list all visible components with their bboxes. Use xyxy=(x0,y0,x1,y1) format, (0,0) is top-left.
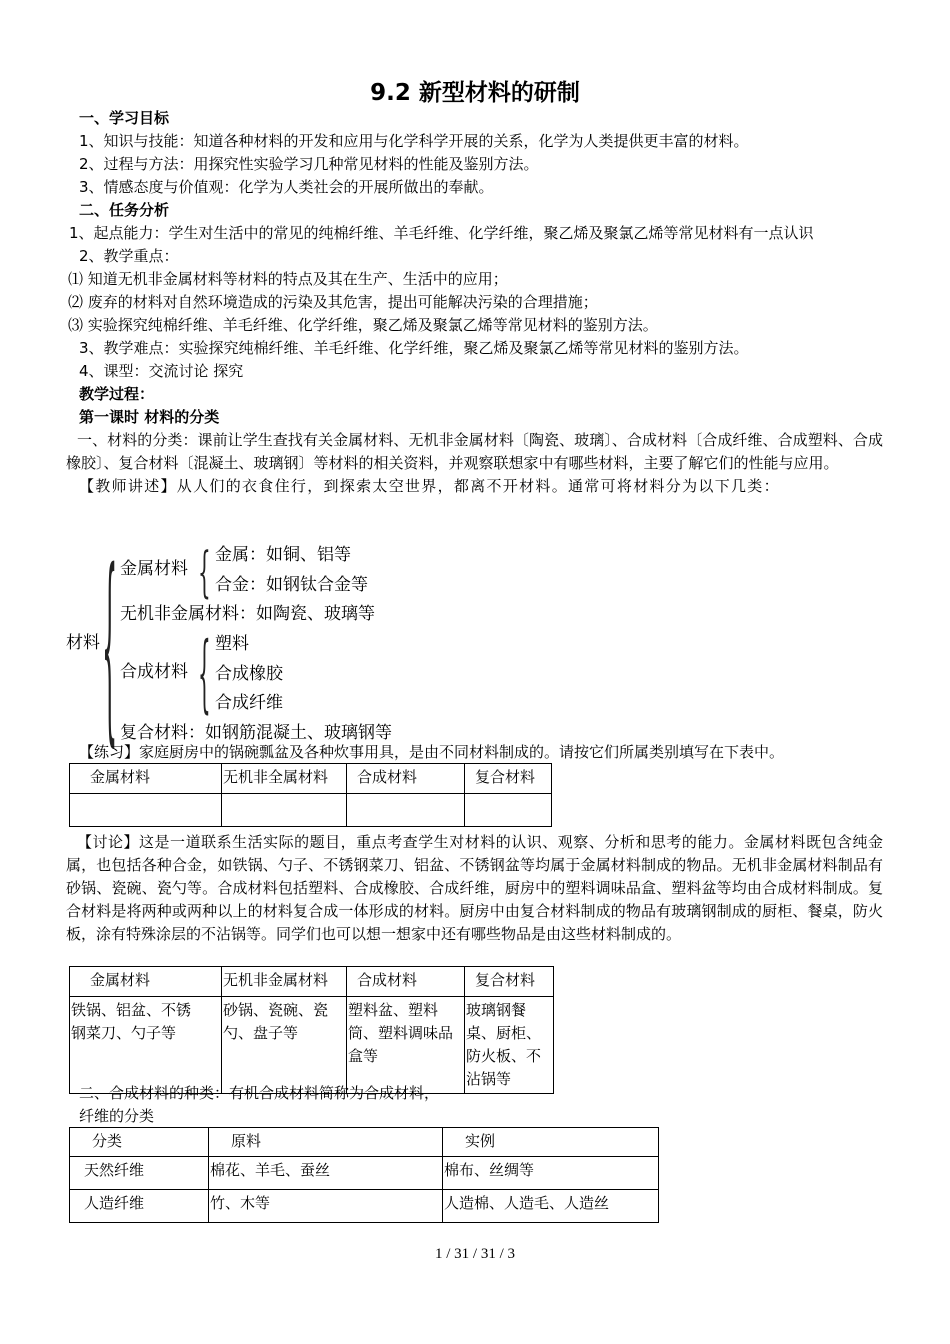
answer-cell[interactable] xyxy=(70,794,222,827)
synthetic-section xyxy=(68,1082,883,1128)
synthetic-heading: 二、合成材料的种类：有机合成材料简称为合成材料， xyxy=(79,1084,440,1102)
diagram-syn-b: 合成橡胶 xyxy=(215,664,283,684)
table-header: 复合材料 xyxy=(465,764,552,794)
table-header: 无机非金属材料 xyxy=(222,967,347,997)
table-header: 无机非全属材料 xyxy=(222,764,347,794)
table-header: 实例 xyxy=(443,1128,659,1157)
diagram-composite: 复合材料：如钢筋混凝土、玻璃钢等 xyxy=(120,723,392,743)
objective-item: 2、过程与方法：用探究性实验学习几种常见材料的性能及鉴别方法。 xyxy=(79,155,539,173)
fiber-table xyxy=(69,1127,659,1223)
diagram-syn-c: 合成纤维 xyxy=(215,693,283,713)
answer-cell[interactable] xyxy=(222,794,347,827)
objective-item: 1、知识与技能：知道各种材料的开发和应用与化学科学开展的关系，化学为人类提供更丰富的材料。 xyxy=(79,132,749,150)
page-number: 1 / 31 / 31 / 3 xyxy=(434,1246,515,1262)
teacher-talk: 【教师讲述】从人们的衣食住行，到探索太空世界，都离不开材料。通常可将材料分为以下几类： xyxy=(79,477,780,495)
discussion-text: 【讨论】这是一道联系生活实际的题目，重点考查学生对材料的认识、观察、分析和思考的能力。金属材料既包含纯金属，也包括各种合金，如铁锅、勺子、不锈钢菜刀、铝盆、不锈钢盆等均属于金属材料制成的物品。无机非金属材料制品有砂锅、瓷碗、瓷勺等。合成材料包括塑料、合成橡胶、合成纤维，厨房中的塑料调味品盒、塑料盆等均由合成材料制成。复合材料是将两种或两种以上的材料复合成一体形成的材料。厨房中由复合材料制成的物品有玻璃钢制成的厨柜、餐桌，防火板，涂有特殊涂层的不沾锅等。同学们也可以想一想家中还有哪些物品是由这些材料制成的。 xyxy=(66,833,883,943)
table-cell: 棉花、羊毛、蚕丝 xyxy=(209,1157,443,1190)
discussion xyxy=(68,831,883,946)
table-cell: 人造棉、人造毛、人造丝 xyxy=(443,1190,659,1223)
analysis-item: 2、教学重点： xyxy=(79,247,179,265)
table-cell: 竹、木等 xyxy=(209,1190,443,1223)
table-header: 原料 xyxy=(209,1128,443,1157)
table-header: 金属材料 xyxy=(70,764,222,794)
analysis-item: 4、课型：交流讨论 探究 xyxy=(79,362,244,380)
diagram-syn-a: 塑料 xyxy=(215,634,249,654)
analysis-heading: 二、任务分析 xyxy=(79,201,170,219)
diagram-metal-b: 合金：如钢钛合金等 xyxy=(215,575,368,595)
table-cell: 塑料盆、塑料筒、塑料调味品盒等 xyxy=(347,997,465,1094)
fiber-heading: 纤维的分类 xyxy=(79,1107,155,1125)
answer-cell[interactable] xyxy=(465,794,552,827)
analysis-item: 3、教学难点：实验探究纯棉纤维、羊毛纤维、化学纤维，聚乙烯及聚氯乙烯等常见材料的鉴别方法。 xyxy=(79,339,749,357)
process-heading: 教学过程： xyxy=(79,385,155,403)
key-point: ⑵ 废弃的材料对自然环境造成的污染及其危害，提出可能解决污染的合理措施； xyxy=(68,293,598,311)
table-cell: 砂锅、瓷碗、瓷勺、盘子等 xyxy=(222,997,347,1094)
objective-item: 3、情感态度与价值观：化学为人类社会的开展所做出的奉献。 xyxy=(79,178,494,196)
classification-intro: 一、材料的分类：课前让学生查找有关金属材料、无机非金属材料〔陶瓷、玻璃〕、合成材料〔合成纤维、合成塑料、合成橡胶〕、复合材料〔混凝土、玻璃钢〕等材料的相关资料，并观察联想家中有哪些材料，主要了解它们的性能与应用。 xyxy=(66,431,883,472)
lesson-heading: 第一课时 材料的分类 xyxy=(79,408,220,426)
key-point: ⑴ 知道无机非金属材料等材料的特点及其在生产、生活中的应用； xyxy=(68,270,508,288)
table-cell: 人造纤维 xyxy=(70,1190,209,1223)
brace-icon: { xyxy=(102,532,118,767)
page-title: 9.2 新型材料的研制 xyxy=(370,80,580,106)
diagram-metal-a: 金属：如铜、铝等 xyxy=(215,545,351,565)
table-header: 分类 xyxy=(70,1128,209,1157)
table-header: 金属材料 xyxy=(70,967,222,997)
intro-section xyxy=(68,107,883,498)
exercise-text: 【练习】家庭厨房中的锅碗瓢盆及各种炊事用具，是由不同材料制成的。请按它们所属类别填写在下表中。 xyxy=(79,743,785,761)
diagram-root: 材料 xyxy=(66,633,100,653)
table-cell: 天然纤维 xyxy=(70,1157,209,1190)
diagram-metal: 金属材料 xyxy=(120,559,188,579)
exercise-table xyxy=(69,763,552,827)
answer-table xyxy=(69,966,554,1094)
analysis-item: 1、起点能力：学生对生活中的常见的纯棉纤维、羊毛纤维、化学纤维，聚乙烯及聚氯乙烯等常见材料有一点认识 xyxy=(69,224,814,242)
key-point: ⑶ 实验探究纯棉纤维、羊毛纤维、化学纤维，聚乙烯及聚氯乙烯等常见材料的鉴别方法。 xyxy=(68,316,658,334)
table-header: 合成材料 xyxy=(347,967,465,997)
answer-cell[interactable] xyxy=(347,794,465,827)
diagram-synthetic: 合成材料 xyxy=(120,662,188,682)
table-cell: 铁锅、铝盆、不锈 钢菜刀、勺子等 xyxy=(70,997,222,1094)
brace-icon: { xyxy=(198,542,211,605)
table-cell: 玻璃钢餐桌、厨柜、防火板、不沾锅等 xyxy=(465,997,554,1094)
table-header: 合成材料 xyxy=(347,764,465,794)
brace-icon: { xyxy=(198,626,211,723)
objectives-heading: 一、学习目标 xyxy=(79,109,170,127)
table-cell: 棉布、丝绸等 xyxy=(443,1157,659,1190)
diagram-inorganic: 无机非金属材料：如陶瓷、玻璃等 xyxy=(120,604,375,624)
exercise xyxy=(68,741,883,764)
table-header: 复合材料 xyxy=(465,967,554,997)
